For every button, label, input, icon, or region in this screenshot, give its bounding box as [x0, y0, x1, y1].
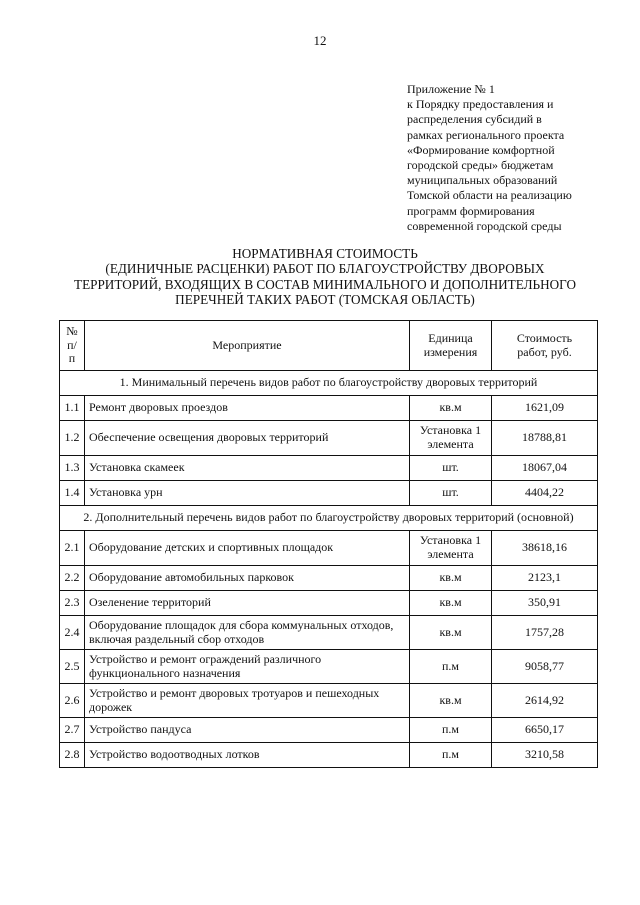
row-unit: кв.м	[410, 684, 492, 718]
row-num: 1.3	[60, 456, 85, 481]
appendix-line: Томской области на реализацию	[407, 188, 572, 203]
table-row	[60, 684, 598, 718]
table-row	[60, 396, 598, 421]
section-row	[60, 371, 598, 396]
section-title: 1. Минимальный перечень видов работ по благоустройству дворовых территорий	[60, 371, 598, 396]
row-num: 1.4	[60, 481, 85, 506]
row-activity: Ремонт дворовых проездов	[85, 396, 410, 421]
row-cost: 1621,09	[492, 396, 598, 421]
table-row	[60, 456, 598, 481]
row-num: 2.4	[60, 616, 85, 650]
title-line: (ЕДИНИЧНЫЕ РАСЦЕНКИ) РАБОТ ПО БЛАГОУСТРОЙСТВУ ДВОРОВЫХ	[105, 261, 545, 277]
appendix-line: Приложение № 1	[407, 82, 495, 96]
title-line: ПЕРЕЧНЕЙ ТАКИХ РАБОТ (ТОМСКАЯ ОБЛАСТЬ)	[175, 292, 475, 308]
row-cost: 1757,28	[492, 616, 598, 650]
row-unit: Установка 1 элемента	[410, 421, 492, 456]
row-unit: Установка 1 элемента	[410, 531, 492, 566]
header-unit: Единица измерения	[410, 321, 492, 371]
row-activity: Обеспечение освещения дворовых территорий	[85, 421, 410, 456]
row-num: 2.2	[60, 566, 85, 591]
appendix-line: «Формирование комфортной	[407, 142, 555, 157]
row-unit: п.м	[410, 743, 492, 768]
row-activity: Оборудование детских и спортивных площадок	[85, 531, 410, 566]
row-unit: кв.м	[410, 616, 492, 650]
table-row	[60, 421, 598, 456]
title-line: НОРМАТИВНАЯ СТОИМОСТЬ	[232, 246, 418, 261]
table-row	[60, 616, 598, 650]
appendix-line: к Порядку предоставления и	[407, 97, 554, 112]
page-number: 12	[313, 33, 327, 48]
row-cost: 18788,81	[492, 421, 598, 456]
header-cost: Стоимость работ, руб.	[492, 321, 598, 371]
appendix-line: муниципальных образований	[407, 173, 558, 188]
row-activity: Устройство водоотводных лотков	[85, 743, 410, 768]
row-activity: Устройство пандуса	[85, 718, 410, 743]
row-activity: Устройство и ремонт ограждений различного функционального назначения	[85, 650, 410, 684]
row-unit: шт.	[410, 456, 492, 481]
title-line: ТЕРРИТОРИЙ, ВХОДЯЩИХ В СОСТАВ МИНИМАЛЬНОГО И ДОПОЛНИТЕЛЬНОГО	[74, 276, 576, 292]
row-unit: п.м	[410, 718, 492, 743]
row-activity: Оборудование автомобильных парковок	[85, 566, 410, 591]
row-num: 1.1	[60, 396, 85, 421]
table-row	[60, 481, 598, 506]
row-unit: кв.м	[410, 396, 492, 421]
row-unit: кв.м	[410, 591, 492, 616]
row-cost: 350,91	[492, 591, 598, 616]
table-row	[60, 566, 598, 591]
row-activity: Озеленение территорий	[85, 591, 410, 616]
row-unit: п.м	[410, 650, 492, 684]
section-title: 2. Дополнительный перечень видов работ по благоустройству дворовых территорий (основной)	[60, 506, 598, 531]
row-num: 2.1	[60, 531, 85, 566]
appendix-line: современной городской среды	[407, 218, 562, 233]
row-activity: Установка урн	[85, 481, 410, 506]
row-cost: 18067,04	[492, 456, 598, 481]
appendix-line: распределения субсидий в	[407, 112, 542, 127]
row-activity: Устройство и ремонт дворовых тротуаров и пешеходных дорожек	[85, 684, 410, 718]
row-activity: Оборудование площадок для сбора коммунальных отходов, включая раздельный сбор отходов	[85, 616, 410, 650]
row-cost: 2614,92	[492, 684, 598, 718]
row-cost: 3210,58	[492, 743, 598, 768]
section-row	[60, 506, 598, 531]
row-num: 2.6	[60, 684, 85, 718]
appendix-line: программ формирования	[407, 203, 535, 218]
row-num: 2.8	[60, 743, 85, 768]
row-num: 1.2	[60, 421, 85, 456]
row-num: 2.3	[60, 591, 85, 616]
header-activity: Мероприятие	[85, 321, 410, 371]
table-row	[60, 650, 598, 684]
row-cost: 9058,77	[492, 650, 598, 684]
document-title	[40, 246, 610, 308]
row-cost: 2123,1	[492, 566, 598, 591]
header-num: № п/п	[60, 321, 85, 371]
row-num: 2.7	[60, 718, 85, 743]
appendix-line: рамках регионального проекта	[407, 127, 565, 142]
row-unit: кв.м	[410, 566, 492, 591]
table-row	[60, 531, 598, 566]
row-cost: 38618,16	[492, 531, 598, 566]
table-row	[60, 743, 598, 768]
cost-table	[59, 320, 598, 768]
row-activity: Установка скамеек	[85, 456, 410, 481]
table-header-row	[60, 321, 598, 371]
table-row	[60, 718, 598, 743]
table-row	[60, 591, 598, 616]
appendix-line: городской среды» бюджетам	[407, 158, 554, 173]
row-cost: 6650,17	[492, 718, 598, 743]
appendix-block	[407, 82, 632, 234]
row-unit: шт.	[410, 481, 492, 506]
row-cost: 4404,22	[492, 481, 598, 506]
row-num: 2.5	[60, 650, 85, 684]
